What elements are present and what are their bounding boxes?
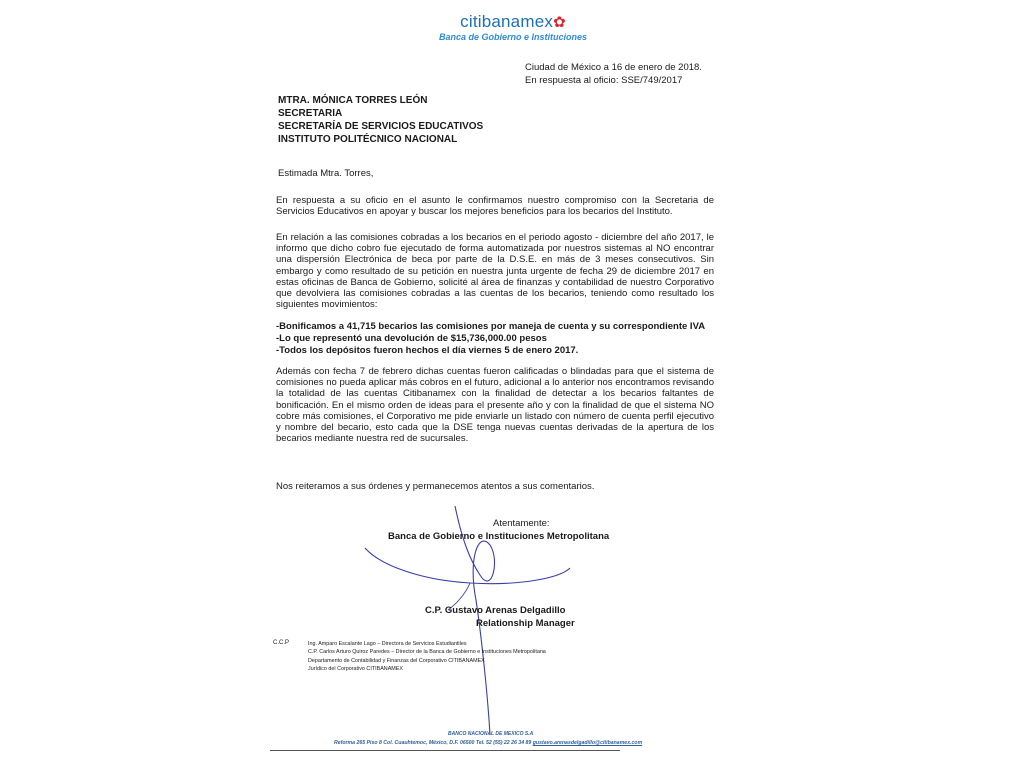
salutation: Atentamente: bbox=[493, 518, 550, 529]
ccp-list bbox=[308, 640, 546, 674]
addressee-institution: INSTITUTO POLITÉCNICO NACIONAL bbox=[278, 134, 458, 145]
date-block bbox=[525, 62, 702, 87]
movement-item: -Bonificamos a 41,715 becarios las comisiones por maneja de cuenta y su correspondiente IVA bbox=[276, 321, 706, 332]
signer-organization: Banca de Gobierno e Instituciones Metropolitana bbox=[388, 531, 610, 542]
place-date: Ciudad de México a 16 de enero de 2018. bbox=[525, 62, 702, 73]
paragraph-1: En respuesta a su oficio en el asunto le confirmamos nuestro compromiso con la Secretaria de Servicios Educativos en apoyar y buscar los mejores beneficios para los becarios del Instituto. bbox=[276, 195, 714, 218]
footer-divider bbox=[270, 750, 620, 751]
ccp-item: Ing. Amparo Escalante Lago – Directora de Servicios Estudiantiles bbox=[308, 641, 467, 647]
ccp-item: Departamento de Contabilidad y Finanzas del Corporativo CITIBANAMEX bbox=[308, 657, 485, 664]
ccp-label: C.C.P bbox=[273, 640, 290, 646]
footer-bank-name: BANCO NACIONAL DE MEXICO S.A bbox=[448, 731, 534, 737]
addressee-block bbox=[278, 94, 483, 146]
greeting: Estimada Mtra. Torres, bbox=[278, 168, 374, 179]
brand-wordmark: citibanamex bbox=[460, 12, 554, 31]
signer-role: Relationship Manager bbox=[476, 618, 575, 629]
movement-item: -Lo que representó una devolución de $15,736,000.00 pesos bbox=[276, 332, 547, 344]
letterhead-subtitle: Banca de Gobierno e Instituciones bbox=[438, 32, 588, 42]
footer-address bbox=[334, 740, 642, 746]
signer-name: C.P. Gustavo Arenas Delgadillo bbox=[425, 605, 566, 616]
letterhead-logo bbox=[428, 12, 598, 42]
ccp-item: C.P. Carlos Arturo Quiroz Paredes – Director de la Banca de Gobierno e Instituciones Metropolitana bbox=[308, 649, 546, 656]
footer-email-link[interactable]: gustavo.arenasdelgadillo@citibanamex.com bbox=[532, 740, 643, 746]
paragraph-2: En relación a las comisiones cobradas a los becarios en el periodo agosto - diciembre del año 2017, le informo que dicho cobro fue ejecutado de forma automatizada por nuestros sistemas al NO encontrar una dispersión Electrónica de beca por parte de la D.S.E. en más de 3 meses consecutivos. Sin embargo y como resultado de su petición en nuestra junta urgente de fecha 29 de diciembre 2017 en estas oficinas de Banca de Gobierno, solicité al área de finanzas y contabilidad de nuestro Corporativo que devolviera las comisiones cobradas a las cuentas de los becarios, teniendo como resultado los siguientes movimientos: bbox=[276, 232, 714, 311]
closing-line: Nos reiteramos a sus órdenes y permanecemos atentos a sus comentarios. bbox=[276, 481, 595, 492]
movement-item: -Todos los depósitos fueron hechos el día viernes 5 de enero 2017. bbox=[276, 344, 579, 356]
ccp-item: Jurídico del Corporativo CITIBANAMEX bbox=[308, 666, 403, 673]
brand-name bbox=[428, 12, 598, 32]
addressee-title: SECRETARIA bbox=[278, 108, 343, 119]
brand-mark-icon: ✿ bbox=[553, 14, 566, 31]
addressee-department: SECRETARÍA DE SERVICIOS EDUCATIVOS bbox=[278, 121, 484, 132]
footer-address-text: Reforma 265 Piso 8 Col. Cuauhtemoc, México, D.F. 06500 Tel. 52 (55) 22 26 34 89 bbox=[334, 740, 532, 746]
addressee-name: MTRA. MÓNICA TORRES LEÓN bbox=[278, 95, 428, 106]
reference-line: En respuesta al oficio: SSE/749/2017 bbox=[525, 74, 683, 86]
paragraph-3: Además con fecha 7 de febrero dichas cuentas fueron calificadas o blindadas para que el sistema de comisiones no pueda aplicar más cobros en el futuro, adicional a lo anterior nos encontramos revisando la totalidad de las cuentas Citibanamex con la finalidad de detectar a los becarios faltantes de bonificación. En el mismo orden de ideas para el presente año y con la finalidad de que el sistema NO cobre más comisiones, el Corporativo me pide enviarle un listado con número de cuenta perfil ejecutivo y nombre del becario, esto cada que la DSE tenga nuevas cuentas derivadas de la apertura de los becarios mediante nuestra red de sucursales. bbox=[276, 366, 714, 445]
movements-list bbox=[276, 321, 705, 356]
